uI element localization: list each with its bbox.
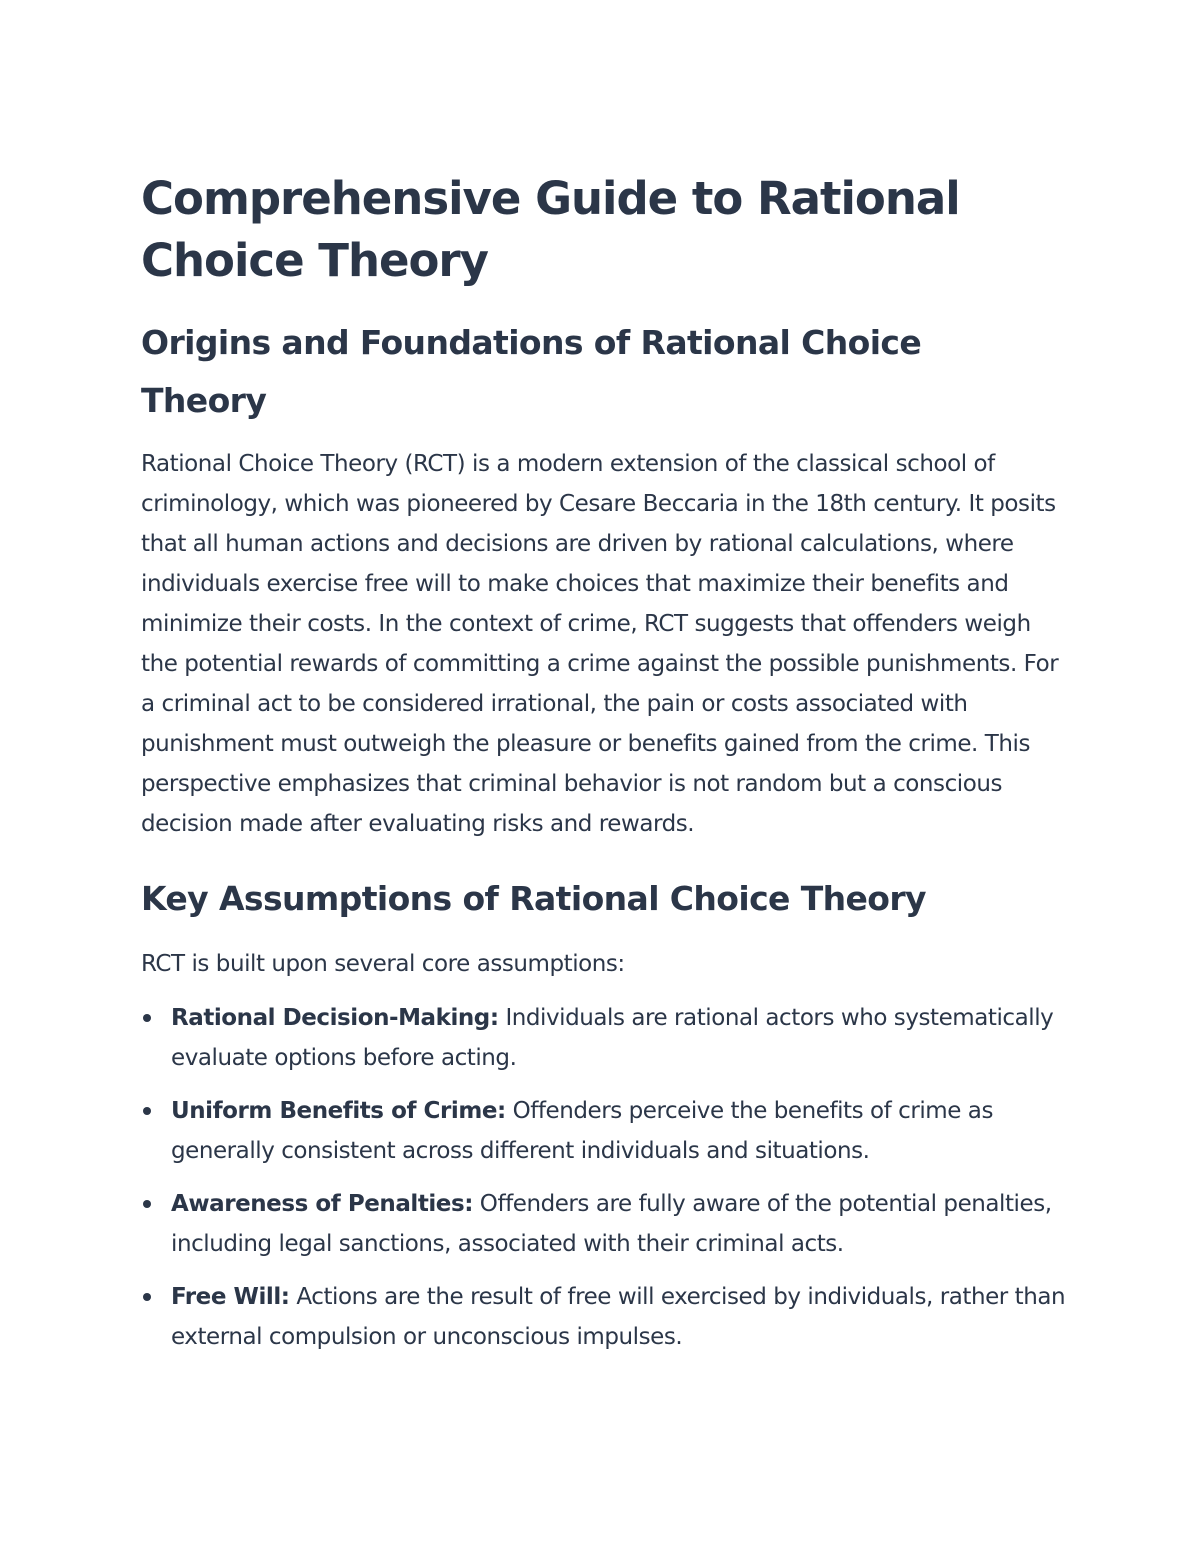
list-item-term: Free Will:: [171, 1284, 290, 1310]
bullet-icon: [143, 1107, 151, 1115]
list-item-text: Offenders perceive the benefits of crime as generally consistent across different individuals and situations.: [171, 1098, 993, 1164]
section-paragraph-origins: Rational Choice Theory (RCT) is a modern extension of the classical school of criminology, which was pioneered by Cesare Beccaria in the 18th century. It posits that all human actions and decisions are driven by rational calculations, where individuals exercise free will to make choices that maximize their benefits and minimize their costs. In the context of crime, RCT suggests that offenders weigh the potential rewards of committing a crime against the possible punishments. For a criminal act to be considered irrational, the pain or costs associated with punishment must outweigh the pleasure or benefits gained from the crime. This perspective emphasizes that criminal behavior is not random but a conscious decision made after evaluating risks and rewards.: [141, 451, 1059, 837]
assumptions-lead: RCT is built upon several core assumptions:: [141, 951, 625, 977]
document-page: [141, 168, 1071, 1370]
section-heading-assumptions: Key Assumptions of Rational Choice Theory: [141, 879, 926, 918]
list-item-term: Uniform Benefits of Crime:: [171, 1098, 506, 1124]
list-item-term: Rational Decision-Making:: [171, 1005, 499, 1031]
list-item-term: Awareness of Penalties:: [171, 1191, 473, 1217]
page-title: Comprehensive Guide to Rational Choice Theory: [141, 172, 960, 287]
list-item: [141, 1277, 1071, 1357]
list-item: [141, 1184, 1071, 1264]
list-item: [141, 998, 1071, 1078]
list-item-text: Actions are the result of free will exercised by individuals, rather than external compulsion or unconscious impulses.: [171, 1284, 1066, 1350]
bullet-icon: [143, 1014, 151, 1022]
list-item-text: Offenders are fully aware of the potential penalties, including legal sanctions, associated with their criminal acts.: [171, 1191, 1052, 1257]
list-item-text: Individuals are rational actors who systematically evaluate options before acting.: [171, 1005, 1054, 1071]
bullet-icon: [143, 1293, 151, 1301]
assumptions-list: [141, 998, 1071, 1357]
list-item: [141, 1091, 1071, 1171]
bullet-icon: [143, 1200, 151, 1208]
section-heading-origins: Origins and Foundations of Rational Choice Theory: [141, 323, 922, 420]
